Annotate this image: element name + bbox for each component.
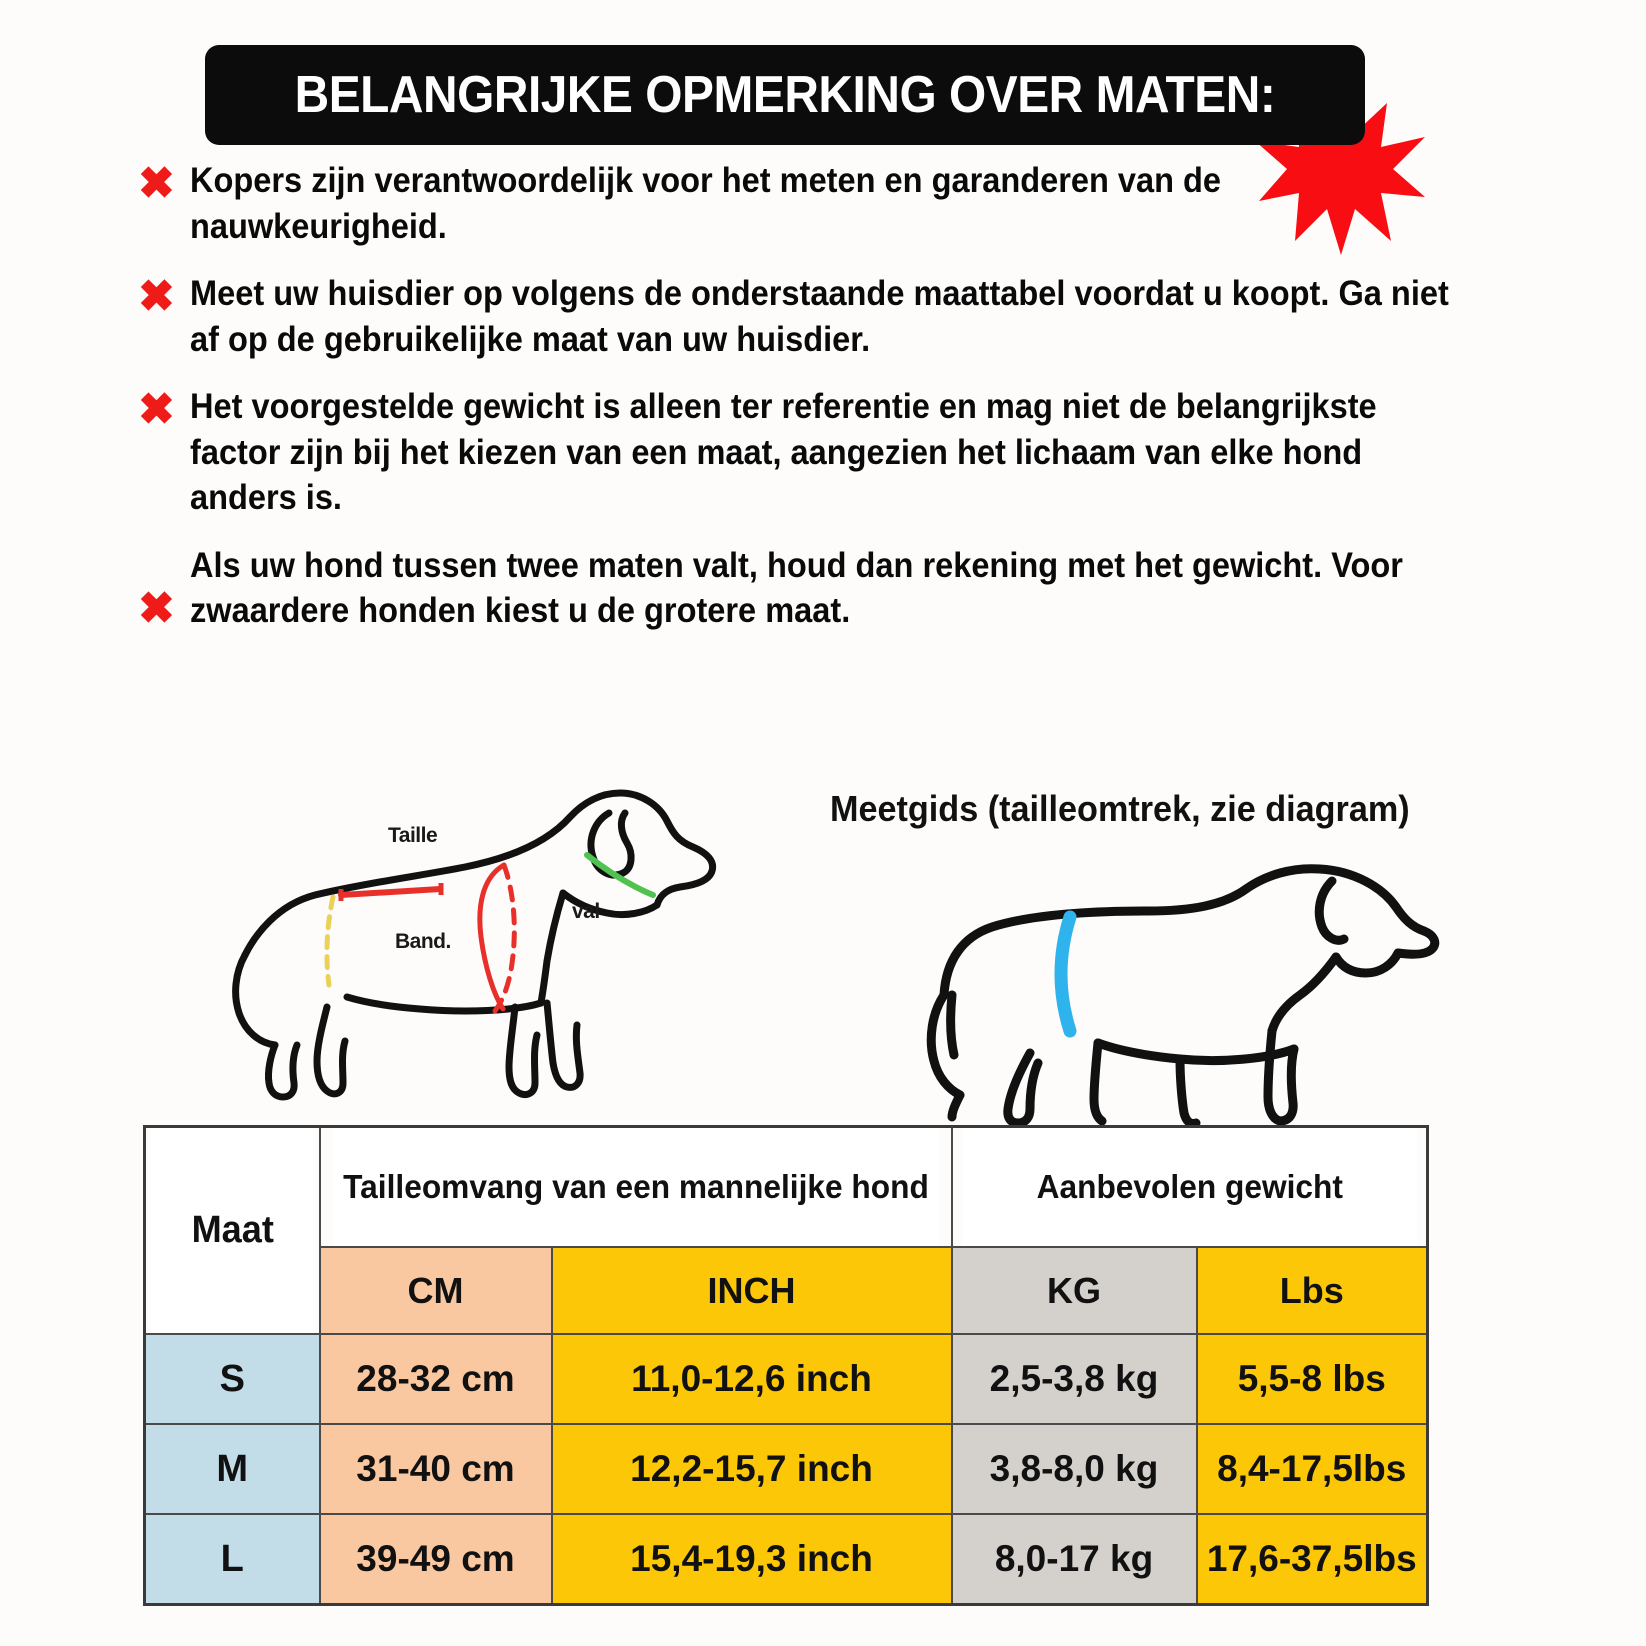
cell-size: S	[145, 1334, 320, 1424]
x-mark-icon: ✖	[138, 272, 175, 321]
header-waist-group: Tailleomvang van een mannelijke hond	[332, 1127, 939, 1248]
list-item-text: Als uw hond tussen twee maten valt, houd dan rekening met het gewicht. Voor zwaardere honden kiest u de grotere maat.	[190, 545, 1403, 630]
cell-inch: 12,2-15,7 inch	[552, 1424, 952, 1514]
cell-cm: 39-49 cm	[320, 1514, 552, 1605]
x-mark-icon: ✖	[138, 385, 175, 434]
cell-kg: 8,0-17 kg	[952, 1514, 1197, 1605]
cell-lbs: 8,4-17,5lbs	[1197, 1424, 1428, 1514]
list-item	[138, 271, 1568, 362]
list-item-text: Kopers zijn verantwoordelijk voor het meten en garanderen van de nauwkeurigheid.	[190, 161, 1222, 246]
cell-kg: 2,5-3,8 kg	[952, 1334, 1197, 1424]
table-row	[145, 1424, 1428, 1514]
cell-inch: 15,4-19,3 inch	[552, 1514, 952, 1605]
table-subheader-row	[145, 1247, 1428, 1334]
cell-lbs: 5,5-8 lbs	[1197, 1334, 1428, 1424]
dog-measurement-diagram-right	[880, 845, 1440, 1125]
diagram-label-val: val	[572, 900, 600, 923]
table-header-row	[145, 1127, 1428, 1248]
cell-inch: 11,0-12,6 inch	[552, 1334, 952, 1424]
cell-kg: 3,8-8,0 kg	[952, 1424, 1197, 1514]
table-row	[145, 1514, 1428, 1605]
banner	[205, 45, 1365, 145]
measuring-guide-heading: Meetgids (tailleomtrek, zie diagram)	[830, 788, 1410, 829]
list-item-text: Het voorgestelde gewicht is alleen ter referentie en mag niet de belangrijkste factor zijn bij het kiezen van een maat, aangezien het lichaam van elke hond anders is.	[190, 387, 1377, 517]
page-title: BELANGRIJKE OPMERKING OVER MATEN:	[294, 66, 1276, 124]
header-weight-group: Aanbevolen gewicht	[961, 1127, 1418, 1248]
x-mark-icon: ✖	[138, 583, 175, 633]
table-row	[145, 1334, 1428, 1424]
cell-cm: 28-32 cm	[320, 1334, 552, 1424]
list-item-text: Meet uw huisdier op volgens de onderstaande maattabel voordat u koopt. Ga niet af op de gebruikelijke maat van uw huisdier.	[190, 274, 1449, 359]
header-inch: INCH	[552, 1247, 952, 1334]
cell-lbs: 17,6-37,5lbs	[1197, 1514, 1428, 1605]
header-lbs: Lbs	[1197, 1247, 1428, 1334]
header-kg: KG	[952, 1247, 1197, 1334]
header-cm: CM	[320, 1247, 552, 1334]
list-item	[138, 384, 1568, 521]
cell-size: M	[145, 1424, 320, 1514]
cell-size: L	[145, 1514, 320, 1605]
dog-measurement-diagram-left	[215, 755, 735, 1105]
header-maat: Maat	[149, 1127, 315, 1335]
x-mark-icon: ✖	[138, 159, 175, 208]
diagram-label-band: Band.	[395, 930, 451, 953]
cell-cm: 31-40 cm	[320, 1424, 552, 1514]
list-item	[138, 543, 1568, 634]
size-chart-table	[143, 1125, 1429, 1606]
diagram-label-taille: Taille	[388, 824, 438, 847]
